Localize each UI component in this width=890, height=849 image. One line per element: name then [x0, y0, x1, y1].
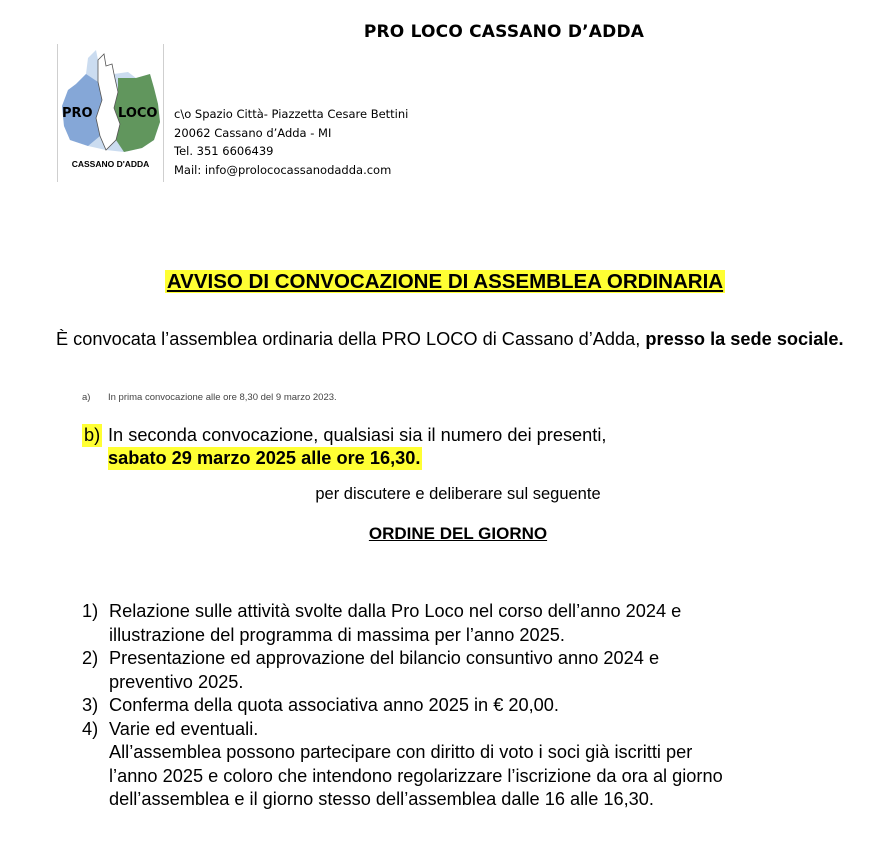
agenda-item	[82, 694, 862, 718]
agenda-line: illustrazione del programma di massima per l’anno 2025.	[109, 624, 565, 645]
agenda-item	[82, 718, 862, 812]
item-a-text: In prima convocazione alle ore 8,30 del 9 marzo 2023.	[108, 392, 337, 403]
logo-word-pro: PRO	[62, 106, 93, 121]
notice-heading	[0, 270, 890, 294]
address-line: 20062 Cassano d’Adda - MI	[174, 125, 332, 140]
agenda-number: 4)	[82, 718, 99, 739]
agenda-number: 2)	[82, 648, 99, 668]
agenda-line: Varie ed eventuali.	[109, 718, 259, 739]
logo-word-loco: LOCO	[118, 106, 158, 121]
email-line: Mail: info@prolococassanodadda.com	[174, 162, 392, 177]
item-b-date-line: sabato 29 marzo 2025 alle ore 16,30.	[108, 448, 421, 468]
address-line: c\o Spazio Città- Piazzetta Cesare Bettini	[174, 107, 409, 121]
agenda-line: dell’assemblea e il giorno stesso dell’assemblea dalle 16 alle 16,30.	[109, 789, 654, 809]
notice-title: AVVISO DI CONVOCAZIONE DI ASSEMBLEA ORDINARIA	[166, 270, 724, 293]
intro-bold-text: presso la sede sociale.	[645, 329, 844, 349]
phone-line: Tel. 351 6606439	[174, 144, 274, 158]
address-block	[174, 105, 408, 179]
item-b-label: b)	[84, 425, 101, 445]
agenda-line: Presentazione ed approvazione del bilancio consuntivo anno 2024 e	[109, 648, 660, 668]
agenda-line: All’assemblea possono partecipare con diritto di voto i soci già iscritti per	[109, 742, 693, 762]
organization-title: PRO LOCO CASSANO D’ADDA	[363, 22, 645, 42]
agenda-item	[82, 647, 862, 694]
item-b-line1: In seconda convocazione, qualsiasi sia il numero dei presenti,	[108, 425, 607, 445]
item-a-label: a)	[82, 392, 91, 403]
agenda-line: Relazione sulle attività svolte dalla Pro Loco nel corso dell’anno 2024 e	[109, 601, 682, 621]
item-a	[82, 392, 337, 403]
agenda-title: ORDINE DEL GIORNO	[368, 524, 548, 543]
agenda-item	[82, 600, 862, 647]
agenda-list	[82, 600, 862, 812]
agenda-line: preventivo 2025.	[109, 671, 244, 692]
agenda-line: Conferma della quota associativa anno 2025 in € 20,00.	[109, 695, 559, 715]
intro-paragraph	[56, 328, 846, 351]
agenda-number: 1)	[82, 601, 99, 621]
agenda-line: l’anno 2025 e coloro che intendono regolarizzare l’iscrizione da ora al giorno	[109, 765, 723, 786]
pro-loco-logo	[57, 44, 164, 182]
agenda-number: 3)	[82, 695, 99, 715]
discuss-text: per discutere e deliberare sul seguente	[315, 485, 601, 503]
intro-text: È convocata l’assemblea ordinaria della PRO LOCO di Cassano d’Adda,	[56, 329, 646, 349]
logo-subtitle: CASSANO D'ADDA	[71, 159, 150, 169]
